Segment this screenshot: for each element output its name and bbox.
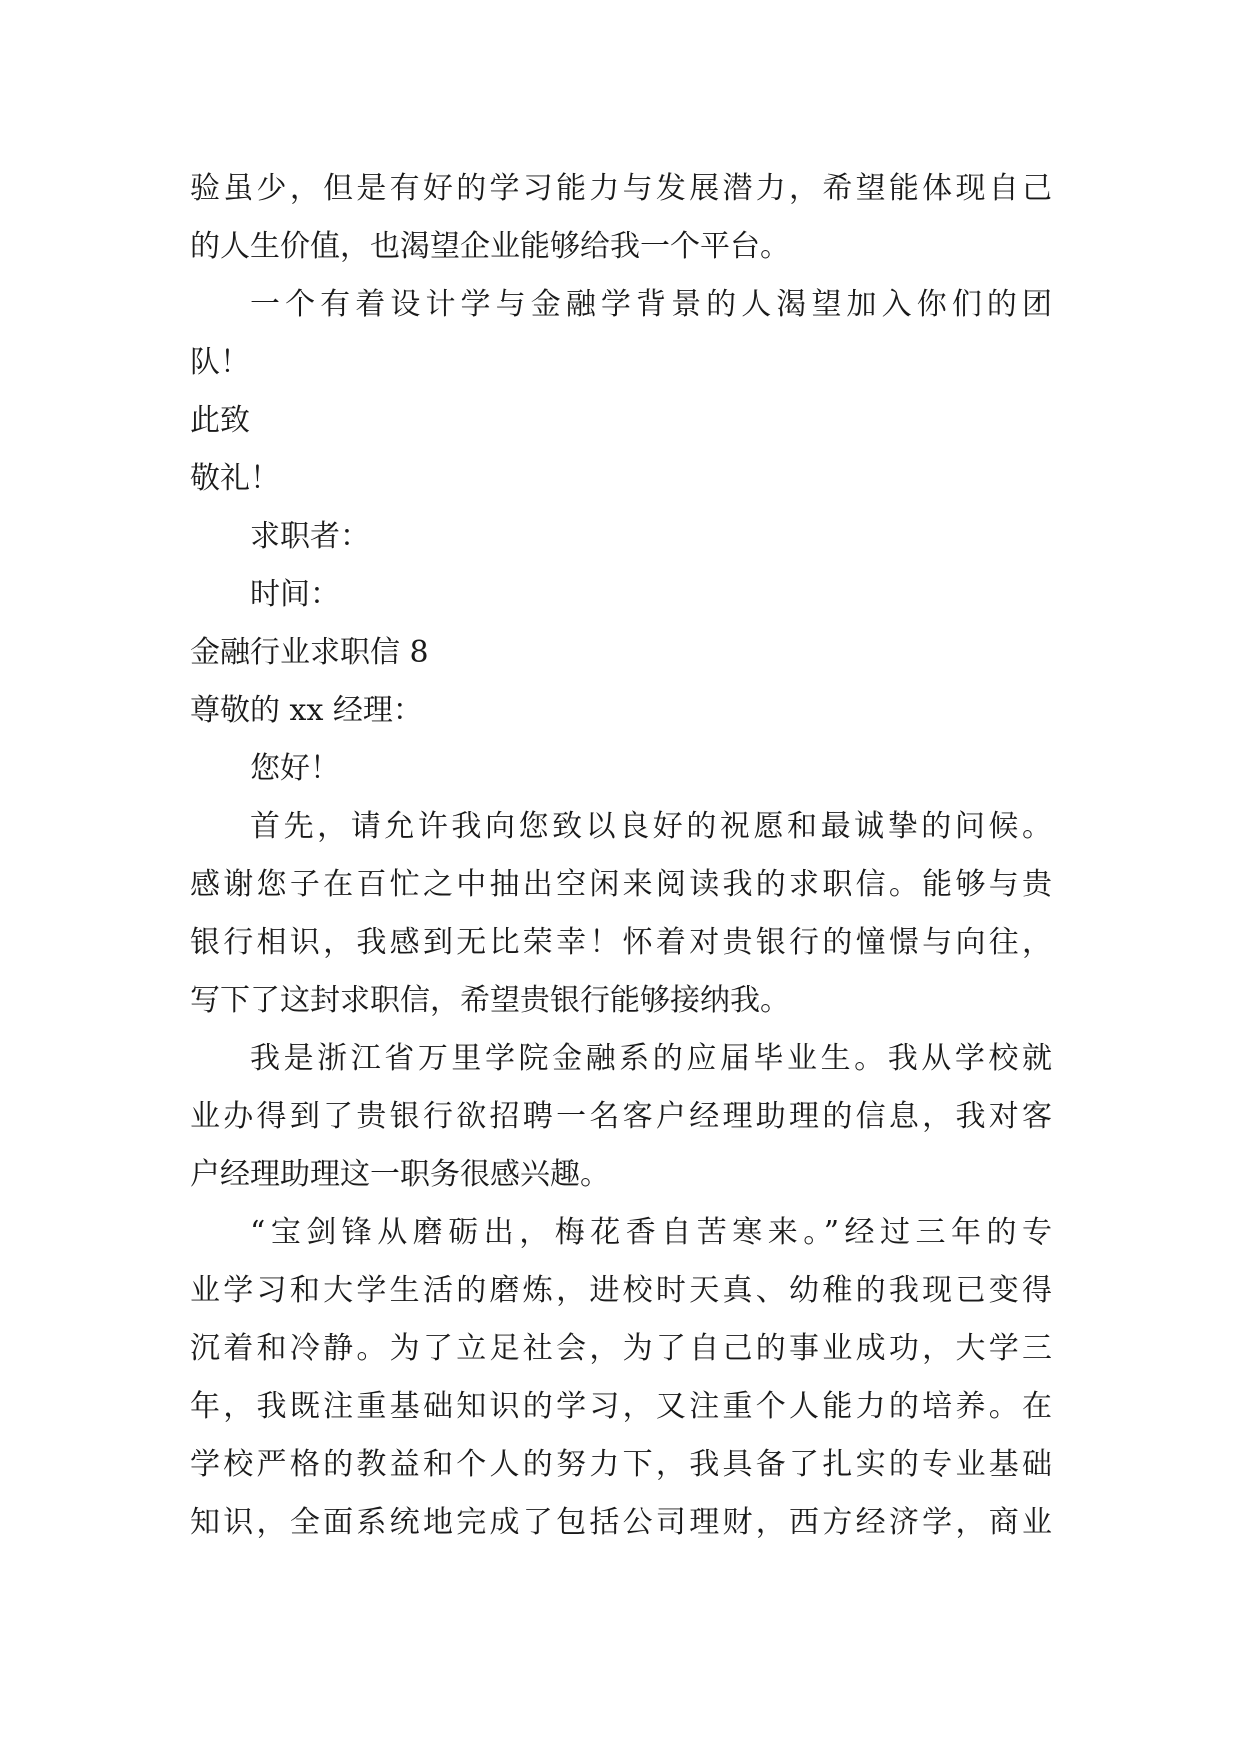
text-line: 首先，请允许我向您致以良好的祝愿和最诚挚的问候。 (250, 809, 1052, 844)
text-line: 验虽少，但是有好的学习能力与发展潜力，希望能体现自己 (190, 171, 1052, 206)
text-line: 学校严格的教益和个人的努力下，我具备了扎实的专业基础 (190, 1447, 1052, 1482)
letter-body (190, 160, 1052, 1552)
text-line: 业办得到了贵银行欲招聘一名客户经理助理的信息，我对客 (190, 1099, 1052, 1134)
text-line: 敬礼！ (190, 461, 280, 496)
text-line: 金融行业求职信 8 (190, 635, 429, 670)
text-line: 时间： (250, 577, 340, 612)
text-line: 沉着和冷静。为了立足社会，为了自己的事业成功，大学三 (190, 1331, 1052, 1366)
text-line: 的人生价值，也渴望企业能够给我一个平台。 (190, 229, 790, 264)
text-line: 尊敬的 xx 经理： (190, 693, 423, 728)
text-line: 队！ (190, 345, 250, 380)
text-line: 此致 (190, 403, 250, 438)
text-line: 感谢您子在百忙之中抽出空闲来阅读我的求职信。能够与贵 (190, 867, 1052, 902)
text-line: 知识，全面系统地完成了包括公司理财，西方经济学，商业 (190, 1505, 1052, 1540)
text-line: 求职者： (250, 519, 370, 554)
text-line: 我是浙江省万里学院金融系的应届毕业生。我从学校就 (250, 1041, 1052, 1076)
text-line: 您好！ (250, 751, 340, 786)
text-line: 年，我既注重基础知识的学习，又注重个人能力的培养。在 (190, 1389, 1052, 1424)
text-line: “宝剑锋从磨砺出，梅花香自苦寒来。”经过三年的专 (250, 1215, 1052, 1250)
text-line: 银行相识，我感到无比荣幸！怀着对贵银行的憧憬与向往， (190, 925, 1052, 960)
text-line: 户经理助理这一职务很感兴趣。 (190, 1157, 610, 1192)
text-line: 业学习和大学生活的磨炼，进校时天真、幼稚的我现已变得 (190, 1273, 1052, 1308)
text-line: 写下了这封求职信，希望贵银行能够接纳我。 (190, 983, 790, 1018)
text-line: 一个有着设计学与金融学背景的人渴望加入你们的团 (250, 287, 1052, 322)
